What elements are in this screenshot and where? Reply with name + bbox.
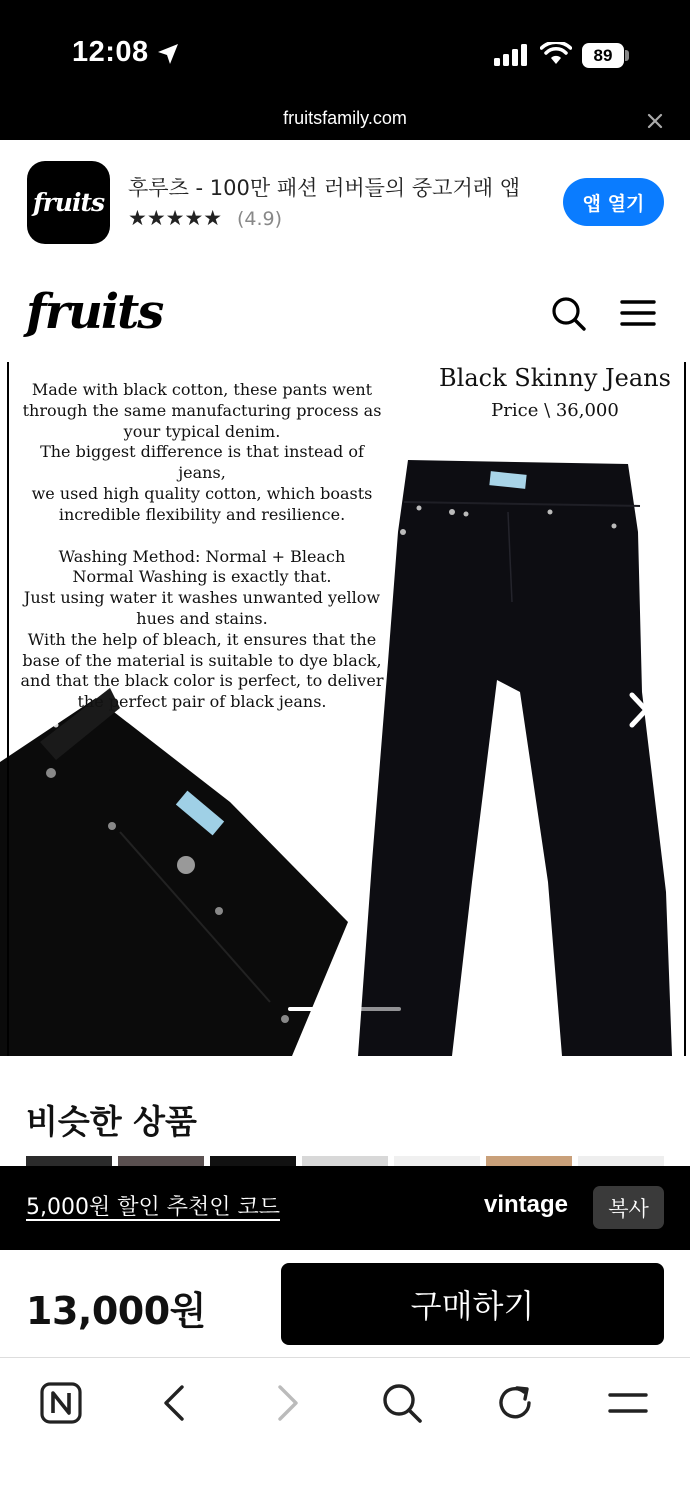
copy-button[interactable]: 복사 bbox=[593, 1186, 664, 1229]
carousel-indicator-active[interactable] bbox=[288, 1007, 340, 1011]
image-product-price: Price \ 36,000 bbox=[491, 400, 619, 421]
url-domain[interactable]: fruitsfamily.com bbox=[283, 108, 407, 128]
rating-stars-icon: ★★★★★ bbox=[128, 206, 223, 230]
site-logo[interactable]: fruits bbox=[26, 284, 163, 340]
cellular-signal-icon bbox=[494, 44, 530, 66]
referral-code-link[interactable]: 5,000원 할인 추천인 코드 bbox=[26, 1195, 280, 1220]
description-line: Made with black cotton, these pants went bbox=[31, 380, 373, 399]
image-frame-right bbox=[684, 362, 686, 1056]
referral-bar bbox=[0, 1166, 690, 1250]
wifi-icon bbox=[540, 42, 572, 66]
description-line: With the help of bleach, it ensures that the bbox=[27, 629, 377, 649]
description-line: your typical denim. bbox=[123, 421, 281, 441]
browser-toolbar bbox=[0, 1359, 690, 1500]
description-line: the perfect pair of black jeans. bbox=[77, 692, 327, 712]
naver-home-icon[interactable] bbox=[39, 1381, 83, 1425]
description-gap bbox=[18, 526, 386, 547]
url-bar[interactable] bbox=[0, 104, 690, 140]
product-image-carousel[interactable] bbox=[0, 362, 690, 1056]
description-line: base of the material is suitable to dye black, bbox=[22, 650, 382, 670]
status-bar bbox=[0, 0, 690, 104]
forward-icon[interactable] bbox=[266, 1381, 310, 1425]
close-icon[interactable] bbox=[646, 112, 664, 130]
image-product-title: Black Skinny Jeans bbox=[439, 364, 671, 392]
app-rating: (4.9) bbox=[237, 208, 283, 230]
description-line: incredible flexibility and resilience. bbox=[58, 504, 346, 524]
similar-products-heading: 비슷한 상품 bbox=[26, 1102, 197, 1141]
search-icon[interactable] bbox=[551, 296, 587, 332]
battery-indicator: 89 bbox=[582, 43, 624, 68]
purchase-bar bbox=[0, 1250, 690, 1358]
battery-tip bbox=[625, 50, 629, 61]
description-line: hues and stains. bbox=[136, 608, 268, 628]
product-price: 13,000원 bbox=[26, 1289, 206, 1333]
description-line: Just using water it washes unwanted yellow bbox=[23, 588, 381, 608]
description-line: through the same manufacturing process as bbox=[22, 400, 382, 420]
buy-button[interactable]: 구매하기 bbox=[281, 1263, 664, 1345]
back-icon[interactable] bbox=[152, 1381, 196, 1425]
menu-icon[interactable] bbox=[606, 1381, 650, 1425]
carousel-indicator[interactable] bbox=[349, 1007, 401, 1011]
site-header bbox=[0, 262, 690, 362]
reload-icon[interactable] bbox=[493, 1381, 537, 1425]
app-name: 후루츠 - 100만 패션 러버들의 중고거래 앱 bbox=[128, 176, 521, 200]
product-description-text bbox=[18, 380, 386, 713]
referral-code: vintage bbox=[484, 1191, 569, 1218]
open-app-button[interactable]: 앱 열기 bbox=[563, 178, 664, 226]
carousel-prev-icon[interactable] bbox=[34, 690, 64, 730]
description-line: The biggest difference is that instead of jeans, bbox=[40, 442, 364, 483]
description-line: Normal Washing is exactly that. bbox=[72, 567, 332, 587]
app-icon[interactable]: fruits bbox=[27, 161, 110, 244]
description-line: we used high quality cotton, which boasts bbox=[31, 483, 373, 503]
location-arrow-icon bbox=[156, 42, 180, 66]
image-frame-left bbox=[7, 362, 9, 1056]
status-time: 12:08 bbox=[72, 36, 149, 68]
carousel-next-icon[interactable] bbox=[624, 690, 654, 730]
search-icon[interactable] bbox=[380, 1381, 424, 1425]
hamburger-menu-icon[interactable] bbox=[620, 298, 656, 328]
description-line: Washing Method: Normal + Bleach bbox=[58, 546, 346, 566]
app-install-banner bbox=[0, 140, 690, 260]
description-line: and that the black color is perfect, to deliver bbox=[20, 671, 384, 691]
